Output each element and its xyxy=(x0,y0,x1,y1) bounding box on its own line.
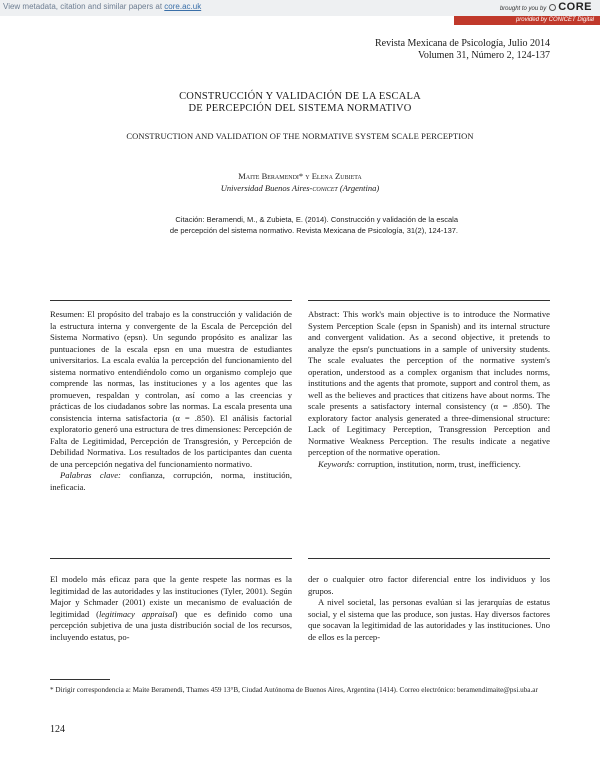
body-paragraph-continued: der o cualquier otro factor diferencial entre los individuos y los grupos. xyxy=(308,574,550,596)
core-banner-left xyxy=(3,2,201,11)
affiliation xyxy=(0,182,600,194)
journal-date: Revista Mexicana de Psicología, Julio 2014 xyxy=(375,38,550,49)
citation-line-2: de percepción del sistema normativo. Revista Mexicana de Psicología, 31(2), 124-137. xyxy=(169,226,458,235)
abstract-spanish xyxy=(50,309,292,493)
affiliation-org: conicet xyxy=(312,183,338,193)
journal-volume: Volumen 31, Número 2, 124-137 xyxy=(417,50,550,61)
journal-header xyxy=(375,38,550,62)
footnote-rule xyxy=(50,679,110,680)
keywords-en-label: Keywords: xyxy=(318,458,355,469)
core-link[interactable]: core.ac.uk xyxy=(164,2,202,11)
divider-right-top xyxy=(308,300,550,301)
core-banner-right[interactable] xyxy=(500,1,592,13)
divider-right-bottom xyxy=(308,558,550,559)
paper-title-english: CONSTRUCTION AND VALIDATION OF THE NORMATIVE SYSTEM SCALE PERCEPTION xyxy=(126,131,474,141)
citation-block xyxy=(148,214,458,236)
paper-title xyxy=(0,91,600,115)
title-line-1: CONSTRUCCIÓN Y VALIDACIÓN DE LA ESCALA xyxy=(179,91,421,102)
keywords-en xyxy=(308,459,550,471)
abstract-es-text: Resumen: El propósito del trabajo es la construcción y validación de la estructura interna y convergente de la Escala de Percepción del Sistema Normativo (epsn). Un segundo propósito es analizar las puntuaciones de la escala epsn en una muestra de estudiantes universitarios. La escala evalúa la percepción del funcionamiento del sistema normativo entendiéndolo como un organismo complejo que comprende las normas, las instituciones y a los agentes que las promueven, respaldan y controlan, así como a las creencias y prácticas de los ciudadanos sobre las normas. La escala presenta una consistencia interna satisfactoria (α = .850). El análisis factorial exploratorio generó una estructura de tres dimensiones: Percepción de Falta de Legitimidad, Percepción de Transgresión, y Percepción de Debilidad Normativa. Los resultados de los participantes dan cuenta de una percepción negativa del funcionamiento normativo. xyxy=(50,309,292,469)
affiliation-name: Universidad Buenos Aires- xyxy=(220,183,313,193)
provided-by-bar[interactable]: provided by CONICET Digital xyxy=(454,16,600,25)
authors-block xyxy=(0,170,600,194)
core-banner xyxy=(0,0,600,16)
keywords-en-list: corruption, institution, norm, trust, inefficiency. xyxy=(354,458,521,469)
title-line-2: DE PERCEPCIÓN DEL SISTEMA NORMATIVO xyxy=(188,103,412,114)
keywords-es-label: Palabras clave: xyxy=(60,470,121,480)
keywords-es xyxy=(50,470,292,493)
abstract-en-text: Abstract: This work's main objective is to introduce the Normative System Perception Scale (epsn in Spanish) and its internal structure and convergent validation. As a second objective, it pretends to analyze the epsn's punctuations in a sample of university students. The scale evaluates the perception of the normative system's operation, understood as a complex organism that includes norms, institutions and the agents that promote, support and control them, as well as the believes and practices that citizens have about norms. The scale presents a satisfactory internal consistency (α = .850). The exploratory factor analysis generated a three-dimensional structure: Lack of Legitimacy Perception, Transgression Perception and Normative Weakness Perception. The results indicate a negative perception of the normative operation. xyxy=(308,309,550,457)
body-paragraph-2: A nivel societal, las personas evalúan si las jerarquías de estatus social, y el sistema que las produce, son justas. Hay diversos factores que socavan la legitimidad de las autoridades y las instituciones. Uno de ellos es la percep- xyxy=(308,597,550,642)
divider-left-bottom xyxy=(50,558,292,559)
abstract-english xyxy=(308,309,550,470)
body-paragraph-1: El modelo más eficaz para que la gente respete las normas es la legitimidad de las autoridades y las instituciones (Tyler, 2001). Según Major y Schmader (2001) existe un mecanismo de evaluación de legitimidad (legitimacy appraisal) que es definido como una percepción subjetiva de una justa distribución social de los recursos, incluyendo estatus, po- xyxy=(50,574,293,642)
brought-to-you-text: brought to you by xyxy=(499,6,547,12)
banner-text: View metadata, citation and similar papers at xyxy=(3,2,165,11)
citation-line-1: Citación: Beramendi, M., & Zubieta, E. (2014). Construcción y validación de la escala xyxy=(175,215,458,224)
divider-left-top xyxy=(50,300,292,301)
core-logo-icon xyxy=(549,4,556,11)
footnote: * Dirigir correspondencia a: Maite Beramendi, Thames 459 13°B, Ciudad Autónoma de Buenos Aires, Argentina (1414). Correo electrónico: beramendimaite@psi.uba.ar xyxy=(50,686,538,694)
page-number: 124 xyxy=(50,724,65,735)
affiliation-country: (Argentina) xyxy=(337,183,380,193)
keywords-es-list: confianza, corrupción, norma, institución, ineficacia. xyxy=(50,470,292,492)
author-names: Maite Beramendi* y Elena Zubieta xyxy=(238,171,362,181)
body-right-column xyxy=(308,574,550,643)
body-left-column xyxy=(50,574,292,643)
core-brand: CORE xyxy=(558,1,592,13)
